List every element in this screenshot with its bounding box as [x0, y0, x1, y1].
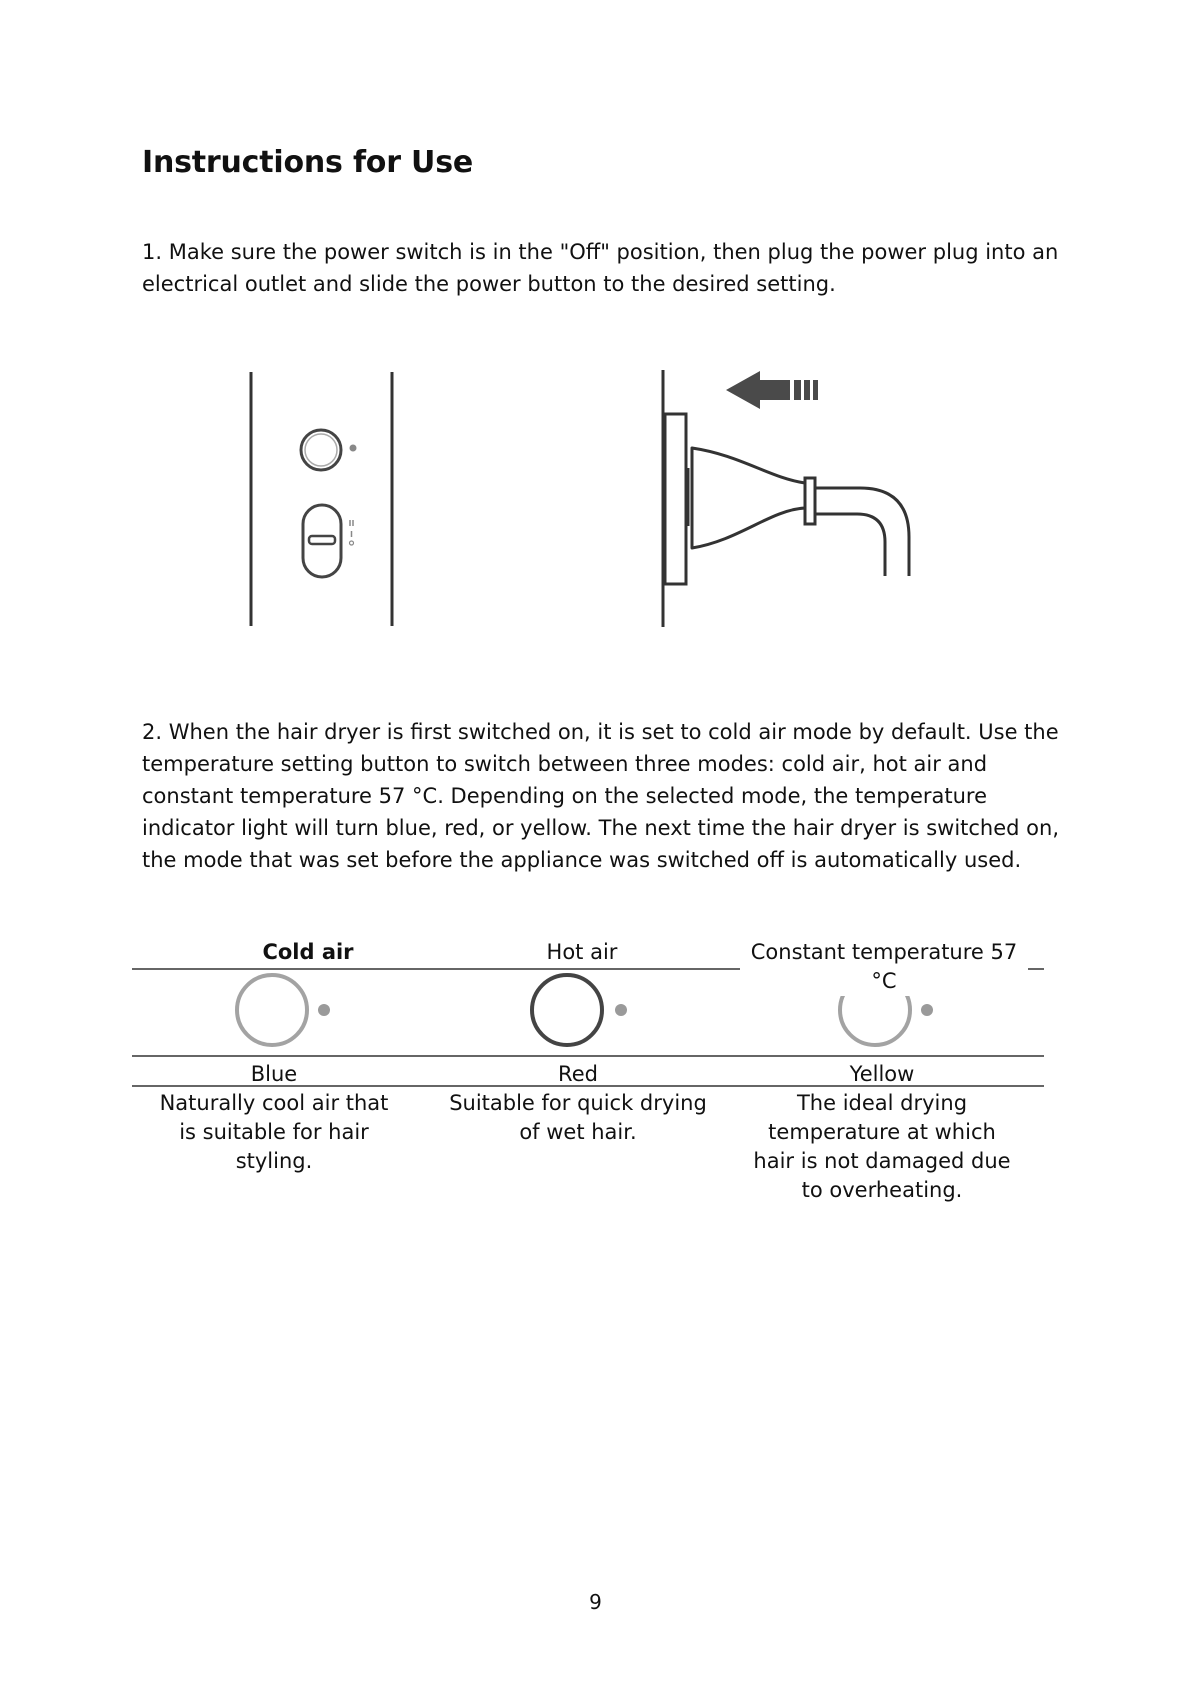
- cold-air-indicator-icon: [237, 975, 330, 1045]
- color-label-blue: Blue: [250, 1062, 298, 1086]
- page-number: 9: [589, 1590, 602, 1614]
- mode-label-cold-air: Cold air: [227, 938, 389, 967]
- color-label-yellow: Yellow: [849, 1062, 915, 1086]
- mode-label-hot-air: Hot air: [517, 938, 647, 967]
- step-1-text: 1. Make sure the power switch is in the "Off" position, then plug the power plug into an electrical outlet and slide the power button to the desired setting.: [142, 240, 1059, 296]
- indicator-ring-icon: [301, 430, 341, 470]
- hot-air-indicator-icon: [532, 975, 627, 1045]
- plug-icon: [692, 448, 909, 576]
- device-panel-illustration: [251, 372, 392, 626]
- power-slider-icon: [303, 505, 354, 577]
- indicator-light-icon: [350, 445, 357, 452]
- mode-label-constant-temperature: Constant temperature 57 °C: [740, 938, 1028, 996]
- arrow-left-icon: [726, 371, 818, 409]
- plug-into-outlet-illustration: [663, 370, 909, 627]
- step-2-text: 2. When the hair dryer is first switched on, it is set to cold air mode by default. Use the temperature setting button to switch between three modes: cold air, hot air and constant temperature 57 °C. Depending on the selected mode, the temperature indicator light will turn blue, red, or yellow. The next time the hair dryer is switched on, the mode that was set before the appliance was switched off is automatically used.: [142, 720, 1059, 872]
- page-title: Instructions for Use: [142, 145, 474, 180]
- description-cold-air: Naturally cool air that is suitable for hair styling.: [159, 1091, 389, 1173]
- description-constant-temperature: The ideal drying temperature at which hair is not damaged due to overheating.: [753, 1091, 1011, 1202]
- description-hot-air: Suitable for quick drying of wet hair.: [449, 1091, 707, 1144]
- color-label-red: Red: [558, 1062, 598, 1086]
